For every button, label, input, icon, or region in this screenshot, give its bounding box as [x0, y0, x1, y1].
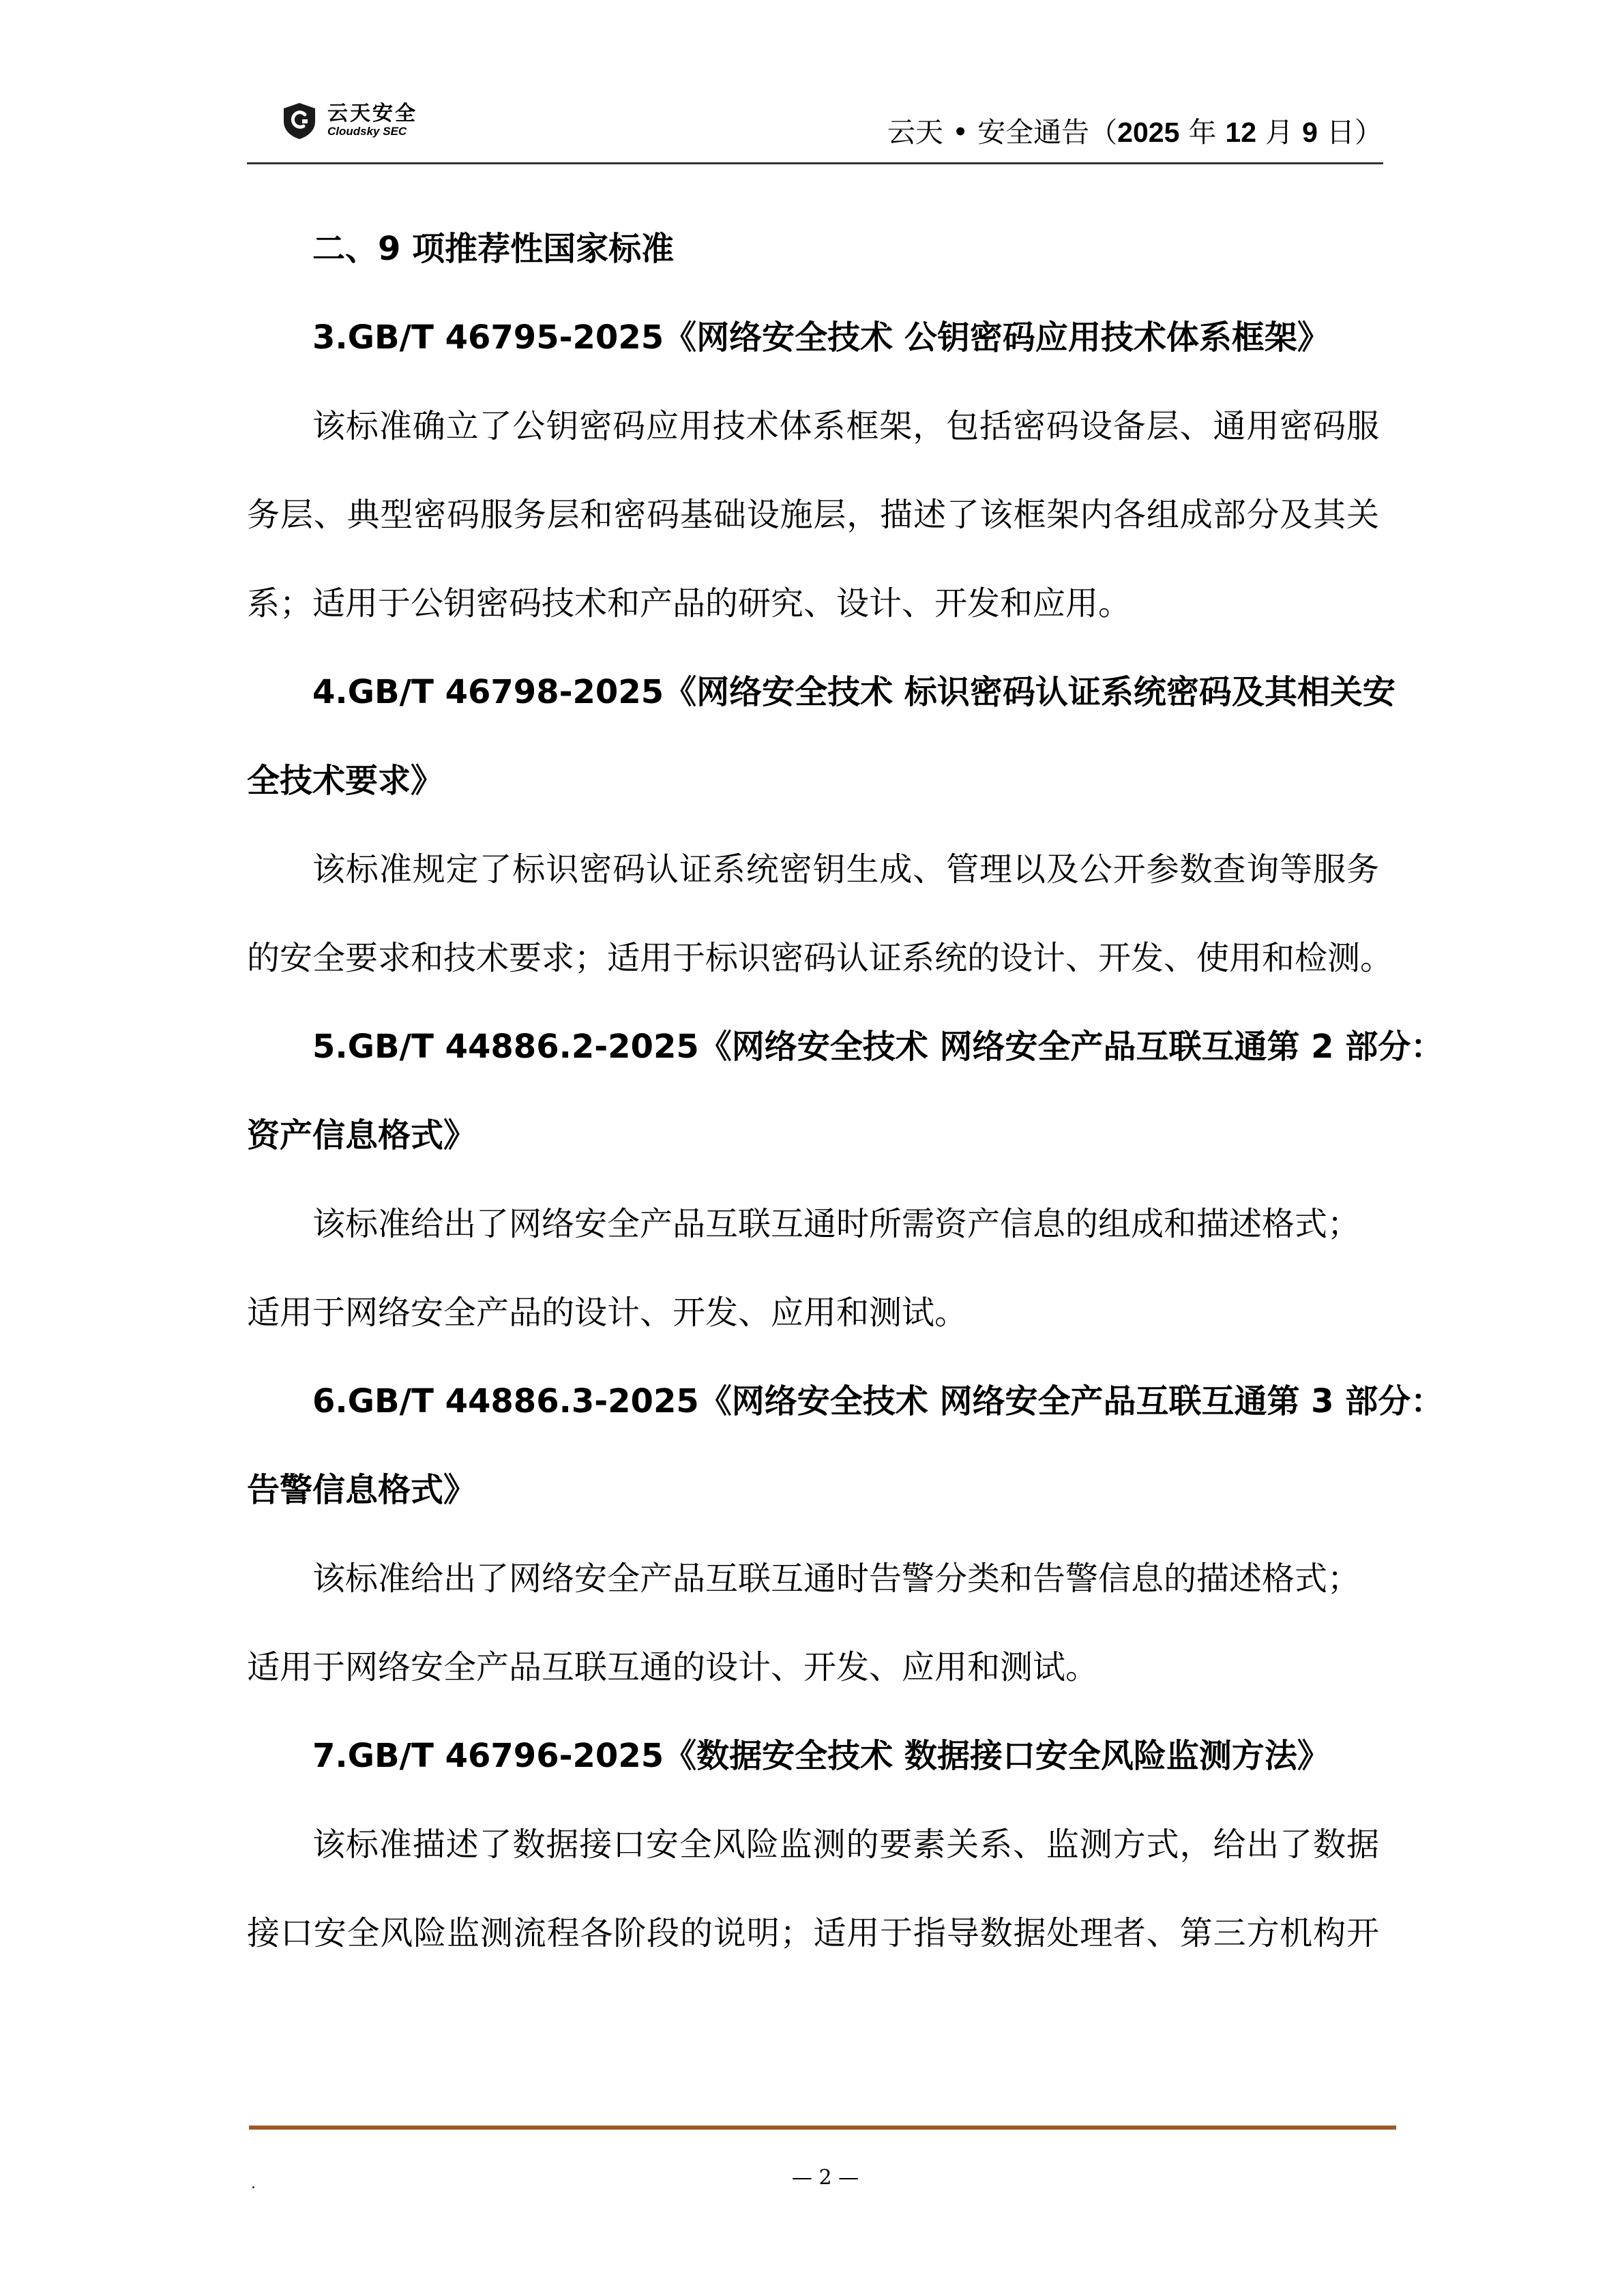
standard-description: 的安全要求和技术要求；适用于标识密码认证系统的设计、开发、使用和检测。 [247, 939, 1393, 977]
standard-title: 5.GB/T 44886.2-2025《网络安全技术 网络安全产品互联互通第 2 部分： [312, 1028, 1444, 1066]
standard-title: 资产信息格式》 [247, 1116, 477, 1154]
page-number: — 2 — [791, 2166, 859, 2190]
footer-divider [249, 2126, 1396, 2130]
standard-description: 适用于网络安全产品互联互通的设计、开发、应用和测试。 [247, 1648, 1099, 1686]
section-heading: 二、9 项推荐性国家标准 [312, 230, 675, 268]
header-divider [247, 162, 1383, 164]
document-body [247, 205, 1444, 1978]
standard-description: 该标准给出了网络安全产品互联互通时告警分类和告警信息的描述格式； [312, 1560, 1361, 1598]
standard-title: 6.GB/T 44886.3-2025《网络安全技术 网络安全产品互联互通第 3 部分： [312, 1382, 1444, 1420]
standard-title: 3.GB/T 46795-2025《网络安全技术 公钥密码应用技术体系框架》 [312, 318, 1330, 357]
footer-dot: . [251, 2175, 256, 2192]
standard-description: 该标准描述了数据接口安全风险监测的要素关系、监测方式，给出了数据 [312, 1825, 1379, 1864]
standard-title: 全技术要求》 [247, 762, 444, 800]
shield-logo-icon [280, 101, 319, 140]
header-title: 云天 • 安全通告（2025 年 12 月 9 日） [887, 116, 1383, 149]
standard-description: 该标准确立了公钥密码应用技术体系框架，包括密码设备层、通用密码服 [312, 407, 1379, 445]
standard-description: 务层、典型密码服务层和密码基础设施层，描述了该框架内各组成部分及其关 [247, 496, 1379, 534]
standard-title: 告警信息格式》 [247, 1471, 477, 1509]
standard-description: 接口安全风险监测流程各阶段的说明；适用于指导数据处理者、第三方机构开 [247, 1914, 1379, 1952]
standard-title: 4.GB/T 46798-2025《网络安全技术 标识密码认证系统密码及其相关安 [312, 673, 1396, 711]
standard-description: 系；适用于公钥密码技术和产品的研究、设计、开发和应用。 [247, 584, 1132, 623]
page-header [0, 0, 1624, 170]
standard-description: 适用于网络安全产品的设计、开发、应用和测试。 [247, 1294, 968, 1332]
logo-chinese-name: 云天安全 [327, 102, 417, 125]
standard-title: 7.GB/T 46796-2025《数据安全技术 数据接口安全风险监测方法》 [312, 1737, 1330, 1775]
standard-description: 该标准给出了网络安全产品互联互通时所需资产信息的组成和描述格式； [312, 1205, 1361, 1243]
logo-english-name: Cloudsky SEC [327, 125, 407, 138]
company-logo [280, 101, 417, 140]
standard-description: 该标准规定了标识密码认证系统密钥生成、管理以及公开参数查询等服务 [312, 850, 1379, 889]
